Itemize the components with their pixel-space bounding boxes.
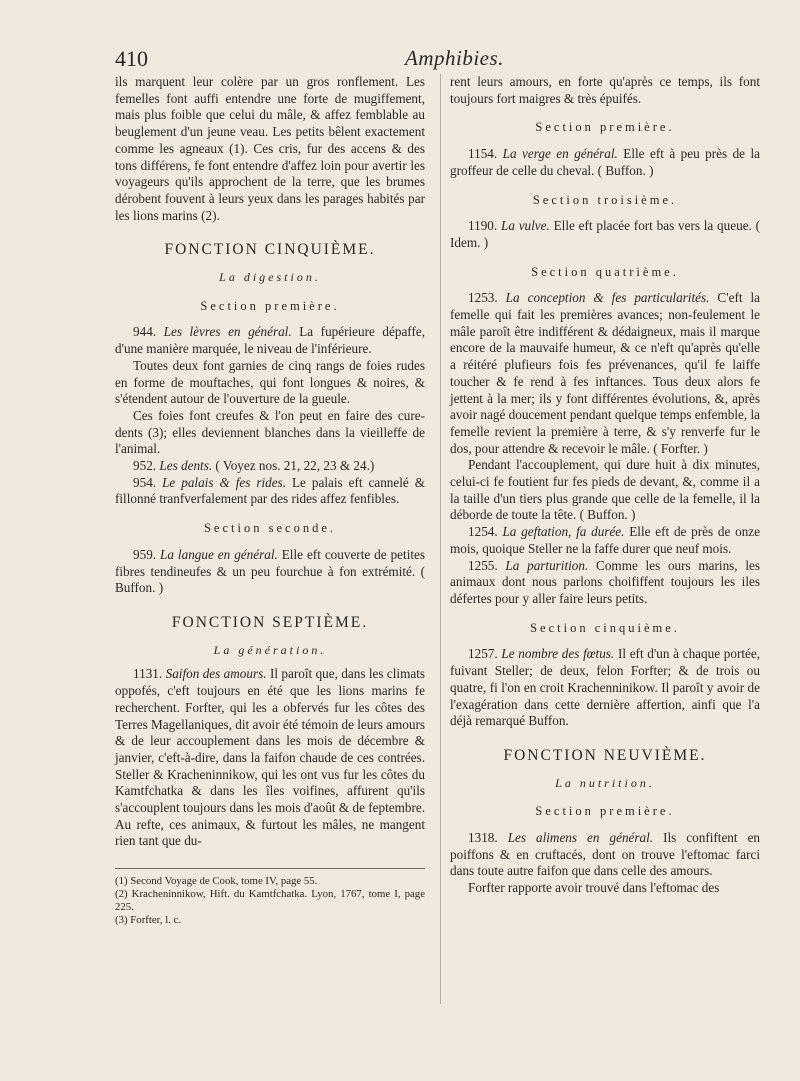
entry-1255: 1255. La parturition. Comme les ours marins, les animaux dont nous parlons choififfent toujours les iles défertes pour y aller faire leurs petits. <box>450 557 760 606</box>
footnote: (1) Second Voyage de Cook, tome IV, page 55. <box>115 875 318 888</box>
paragraph: Toutes deux font garnies de cinq rangs de foies rudes en forme de mouftaches, qui font longues & noires, & s'étendent autour de l'ouverture de la gueule. <box>115 357 425 407</box>
page-header <box>115 46 735 76</box>
footnote: (2) Kracheninnikow, Hift. du Kamtfchatka. Lyon, 1767, tome I, page 225. <box>115 888 425 914</box>
section-heading: Section seconde. <box>203 521 336 536</box>
running-title: Amphibies. <box>405 46 504 70</box>
paragraph: Ces foies font creufes & l'on peut en faire des cure-dents (3); elles deviennent blanches dans la vieilleffe de l'animal. <box>115 407 425 457</box>
paragraph: rent leurs amours, en forte qu'après ce temps, ils font toujours fort maigres & très épuifés. <box>450 74 760 106</box>
entry-1154: 1154. La verge en général. Elle eft à peu près de la groffeur de celle du cheval. ( Buffon. ) <box>450 146 761 178</box>
section-heading: Section cinquième. <box>530 620 680 635</box>
page-number: 410 <box>115 46 148 71</box>
paragraph: Forfter rapporte avoir trouvé dans l'eftomac des <box>468 880 720 896</box>
entry-1254: 1254. La geftation, fa durée. Elle eft de près de onze mois, quoique Steller ne la faffe durer que neuf mois. <box>450 524 761 556</box>
fonction-heading: FONCTION NEUVIÈME. <box>503 746 707 764</box>
column-divider <box>440 74 441 1004</box>
subheading: La digestion. <box>219 270 321 285</box>
section-heading: Section première. <box>200 298 340 313</box>
section-heading: Section troisième. <box>532 192 678 207</box>
entry-1131: 1131. Saifon des amours. Il paroît que, dans les climats oppofés, c'eft toujours en été que les lions marins fe recherchent. Forfter, qui les a obfervés fur les côtes des Terres Magellaniques, dit avoir été témoin de leurs amours & de leur accouplement dans les mois de décembre & janvier, c'eft-à-dire, dans la faifon chaude de ces contrées. Steller & Kracheninnikow, qui les ont vus fur les côtes du Kamtfchatka & dans les îles voifines, affurent qu'ils s'accouplent toujours dans les mois d'août & de feptembre. Au refte, ces animaux, & furtout les mâles, ne mangent rien tant que du- <box>115 666 426 849</box>
entry-1318: 1318. Les alimens en général. Ils confiftent en poiffons & en cruftacés, dont on trouve l'eftomac farci dans toute autre faifon que dans celle des amours. <box>450 830 761 879</box>
entry-944: 944. Les lèvres en général. La fupérieure dépaffe, d'une manière marquée, le niveau de l'inférieure. <box>115 324 426 357</box>
fonction-heading: FONCTION CINQUIÈME. <box>164 241 376 259</box>
entry-1190: 1190. La vulve. Elle eft placée fort bas vers la queue. ( Idem. ) <box>450 218 761 250</box>
section-heading: Section première. <box>535 804 675 819</box>
footnotes <box>115 875 425 927</box>
subheading: La nutrition. <box>555 775 655 790</box>
fonction-heading: FONCTION SEPTIÈME. <box>171 613 369 631</box>
paragraph: ils marquent leur colère par un gros ronflement. Les femelles font auffi entendre une forte de mugiffement, mais plus foible que celui du mâle, & affez femblable au beuglement d'un jeune veau. Les petits bêlent exactement comme les agneaux (1). Ces cris, fur des accens & des tons différens, fe font entendre d'affez loin pour avertir les voyageurs qu'ils approchent de la terre, que les brumes dérobent fouvent à leurs yeux dans les parages habités par les lions marins (2). <box>115 74 425 223</box>
left-column <box>115 74 425 927</box>
section-heading: Section quatrième. <box>531 264 679 279</box>
subheading: La génération. <box>213 642 327 657</box>
entry-1257: 1257. Le nombre des fœtus. Il eft d'un à chaque portée, fuivant Steller; de deux, felon Forfter; & de trois ou quatre, fi l'on en croit Krachenninikow. Il paroît y avoir de l'exagération dans cette dernière affertion, ainfi que l'a déjà remarqué Buffon. <box>450 646 761 729</box>
entry-959: 959. La langue en général. Elle eft couverte de petites fibres tendineufes & un peu fourchue à fon extrémité. ( Buffon. ) <box>115 546 426 596</box>
entry-954: 954. Le palais & fes rides. Le palais eft cannelé & fillonné tranfverfalement par des rides affez fenfibles. <box>115 474 426 507</box>
footnote-rule <box>115 868 425 869</box>
section-heading: Section première. <box>535 120 675 135</box>
right-column <box>450 74 760 897</box>
footnote: (3) Forfter, l. c. <box>115 914 182 927</box>
entry-1253: 1253. La conception & fes particularités. C'eft la femelle qui fait les premières avances; non-feulement le mâle paroît être indifférent & dédaigneux, mais il marque encore de la mauvaife humeur, & ce n'eft qu'après qu'elle a réitéré plufieurs fois fes prévenances, qu'il fe laiffe toucher & fe rend à fes inftances. Tous deux alors fe jettent à la mer; ils y font différentes évolutions, &, après avoir nagé doucement pendant quelque temps enfemble, la femelle revient la première à terre, & s'y renverfe fur le dos, pour attendre & recevoir le mâle. ( Forfter. ) <box>450 290 761 456</box>
paragraph: Pendant l'accouplement, qui dure huit à dix minutes, celui-ci fe foutient fur fes pieds de devant, &, comme il a la taille d'un tiers plus grande que celle de la femelle, il la déborde de toute la tête. ( Buffon. ) <box>450 457 760 523</box>
entry-952: 952. Les dents. ( Voyez nos. 21, 22, 23 & 24.) <box>133 458 375 474</box>
